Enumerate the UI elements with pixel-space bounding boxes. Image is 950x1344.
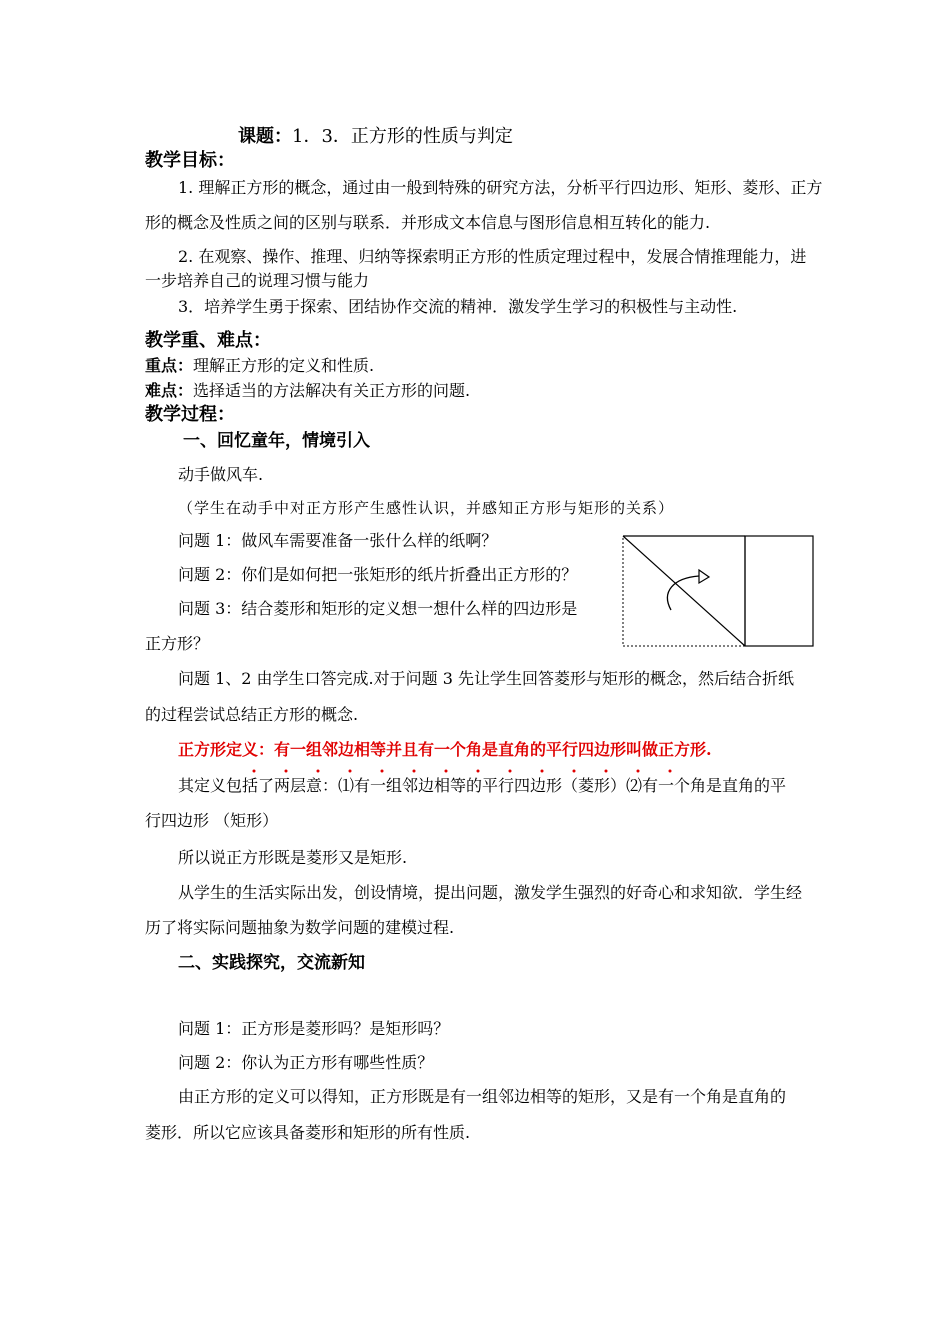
objective-2-line-1: 2. 在观察、操作、推理、归纳等探索明正方形的性质定理过程中，发展合情推理能力，进	[178, 247, 807, 266]
paragraph-two-meanings-line-1: 其定义包括了两层意：⑴有一组邻边相等的平行四边形（菱形）⑵有一个角是直角的平	[178, 776, 787, 795]
title-label: 课题：	[238, 126, 292, 147]
folding-paper-figure	[621, 534, 817, 650]
paragraph-properties-line-1: 由正方形的定义可以得知，正方形既是有一组邻边相等的矩形，又是有一个角是直角的	[178, 1087, 787, 1106]
objectives-heading: 教学目标：	[145, 150, 235, 171]
arrow-head-icon	[699, 570, 709, 583]
question-2: 问题 2：你们是如何把一张矩形的纸片折叠出正方形的？	[178, 565, 578, 584]
square-definition: 正方形定义：有一组邻边相等并且有一个角是直角的平行四边形叫做正方形.	[178, 740, 712, 759]
paragraph-student-note: （学生在动手中对正方形产生感性认识，并感知正方形与矩形的关系）	[178, 499, 675, 517]
question-3-line-2: 正方形？	[145, 634, 210, 653]
key-point-label: 重点：	[145, 356, 194, 375]
lesson-title	[238, 126, 513, 148]
objective-3: 3．培养学生勇于探索、团结协作交流的精神．激发学生学习的积极性与主动性.	[178, 297, 738, 316]
rectangle-strip	[745, 536, 813, 646]
difficult-point-text: 选择适当的方法解决有关正方形的问题.	[193, 381, 471, 400]
key-point	[145, 355, 374, 377]
question-3-line-1: 问题 3：结合菱形和矩形的定义想一想什么样的四边形是	[178, 599, 578, 618]
difficult-point-label: 难点：	[145, 381, 194, 400]
question-1: 问题 1：做风车需要准备一张什么样的纸啊？	[178, 531, 498, 550]
paragraph-answer-line-1: 问题 1、2 由学生口答完成.对于问题 3 先让学生回答菱形与矩形的概念，然后结合折纸	[178, 669, 794, 688]
key-point-text: 理解正方形的定义和性质.	[193, 356, 375, 375]
process-heading: 教学过程：	[145, 404, 235, 425]
paragraph-two-meanings-line-2: 行四边形 （矩形）	[145, 811, 279, 830]
objective-1-line-1: 1. 理解正方形的概念，通过由一般到特殊的研究方法，分析平行四边形、矩形、菱形、正方	[178, 178, 823, 197]
paragraph-properties-line-2: 菱形．所以它应该具备菱形和矩形的所有性质.	[145, 1123, 471, 1142]
title-text: 1．3．正方形的性质与判定	[292, 126, 513, 147]
question-square-rhombus: 问题 1：正方形是菱形吗？是矩形吗？	[178, 1019, 450, 1038]
fold-diagonal	[623, 536, 745, 646]
emphasis-dots	[252, 768, 742, 774]
section-1-heading: 一、回忆童年，情境引入	[183, 431, 370, 451]
section-2-heading: 二、实践探究，交流新知	[178, 953, 365, 973]
paragraph-make-windmill: 动手做风车.	[178, 465, 264, 484]
paragraph-answer-line-2: 的过程尝试总结正方形的概念.	[145, 705, 359, 724]
keypoints-heading: 教学重、难点：	[145, 330, 271, 351]
objective-2-line-2: 一步培养自己的说理习惯与能力	[145, 271, 370, 290]
difficult-point	[145, 380, 470, 402]
objective-1-line-2: 形的概念及性质之间的区别与联系．并形成文本信息与图形信息相互转化的能力.	[145, 213, 711, 232]
paragraph-conclusion: 所以说正方形既是菱形又是矩形.	[178, 848, 408, 867]
question-square-properties: 问题 2：你认为正方形有哪些性质？	[178, 1053, 434, 1072]
paragraph-modeling-line-2: 历了将实际问题抽象为数学问题的建模过程.	[145, 918, 455, 937]
paragraph-modeling-line-1: 从学生的生活实际出发，创设情境，提出问题，激发学生强烈的好奇心和求知欲．学生经	[178, 883, 803, 902]
